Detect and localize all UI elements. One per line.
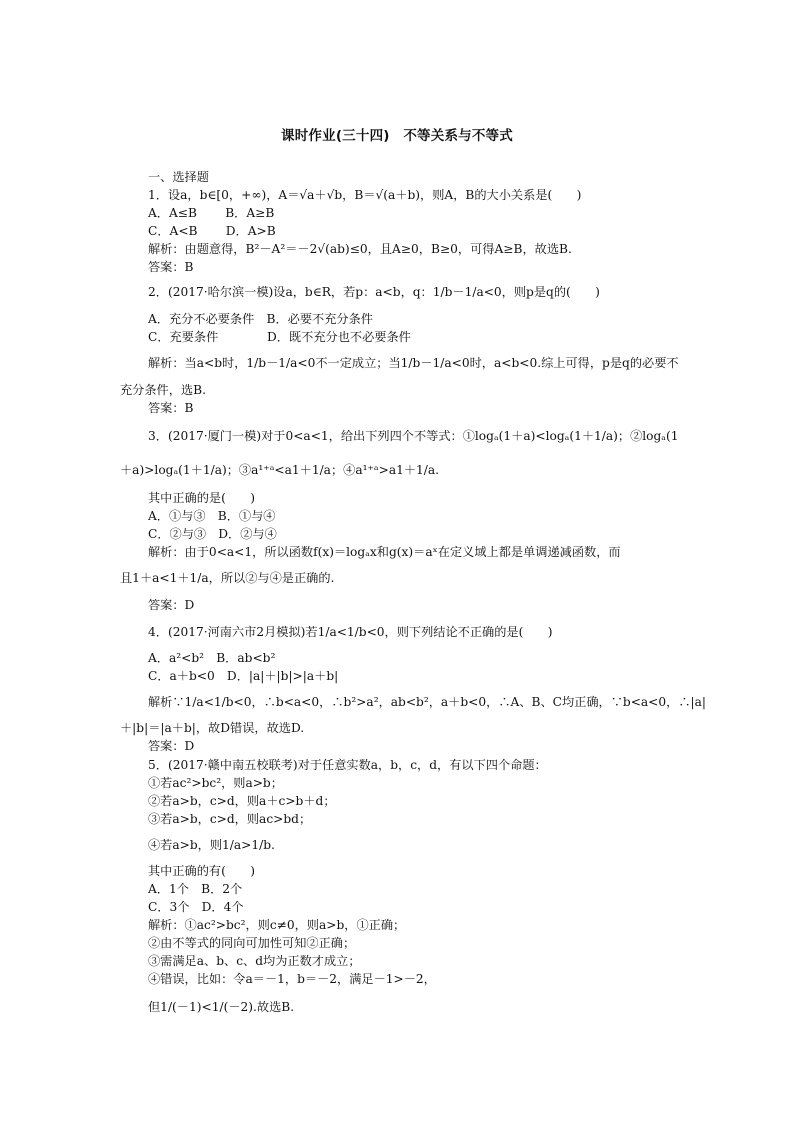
q5-analysis-1: 解析：①ac²>bc²，则c≠0，则a>b，①正确；	[148, 918, 406, 932]
page-title: 课时作业(三十四) 不等关系与不等式	[281, 128, 513, 144]
q4-options-ab: A．a²<b² B．ab<b²	[148, 651, 276, 665]
q5-options-cd: C．3个 D．4个	[148, 900, 244, 914]
q3-answer: 答案：D	[148, 598, 195, 612]
q1-answer: 答案：B	[148, 260, 194, 274]
q2-options-ab: A．充分不必要条件 B．必要不充分条件	[148, 312, 373, 326]
q2-options-cd: C．充要条件 D．既不充分也不必要条件	[148, 330, 411, 344]
q4-analysis-line2: ＋|b|＝|a＋b|，故D错误，故选D.	[120, 721, 305, 735]
q3-analysis-line2: 且1＋a<1＋1/a，所以②与④是正确的.	[120, 571, 335, 585]
section-heading: 一、选择题	[148, 170, 209, 184]
question-2: 2．(2017·哈尔滨一模)设a，b∈R，若p：a<b，q：1/b－1/a<0，则p是q的( )	[148, 285, 600, 299]
q3-analysis-line1: 解析：由于0<a<1，所以函数f(x)＝logₐx和g(x)＝aˣ在定义域上都是单调递减函数，而	[148, 545, 621, 559]
question-5: 5．(2017·赣中南五校联考)对于任意实数a，b，c，d，有以下四个命题：	[148, 758, 547, 772]
question-4: 4．(2017·河南六市2月模拟)若1/a<1/b<0，则下列结论不正确的是( )	[148, 625, 553, 639]
q5-analysis-2: ②由不等式的同向可加性可知②正确；	[148, 936, 356, 950]
q2-analysis-line2: 充分条件，选B.	[120, 383, 206, 397]
q1-options-cd: C．A<B D．A>B	[148, 224, 276, 238]
q5-analysis-4: ④错误，比如：令a＝－1，b＝－2，满足－1>－2，	[148, 972, 436, 986]
question-3-line2: ＋a)>logₐ(1＋1/a)；③a¹⁺ᵃ<a1＋1/a；④a¹⁺ᵃ>a1＋1/a.	[120, 463, 440, 477]
question-3-line1: 3．(2017·厦门一模)对于0<a<1，给出下列四个不等式：①logₐ(1＋a)<logₐ(1＋1/a)；②logₐ(1	[148, 429, 679, 443]
q5-analysis-3: ③需满足a、b、c、d均为正数才成立；	[148, 954, 361, 968]
q5-statement-4: ④若a>b，则1/a>1/b.	[148, 838, 275, 852]
q2-analysis-line1: 解析：当a<b时，1/b－1/a<0不一定成立；当1/b－1/a<0时，a<b<0.综上可得，p是q的必要不	[148, 356, 679, 370]
q3-options-cd: C．②与③ D．②与④	[148, 527, 277, 541]
q5-prompt: 其中正确的有( )	[148, 864, 256, 878]
q3-options-ab: A．①与③ B．①与④	[148, 509, 276, 523]
q5-options-ab: A．1个 B．2个	[148, 882, 243, 896]
q4-options-cd: C．a＋b<0 D．|a|＋|b|>|a＋b|	[148, 669, 339, 683]
q5-statement-2: ②若a>b，c>d，则a＋c>b＋d；	[148, 794, 336, 808]
q4-answer: 答案：D	[148, 739, 195, 753]
q5-statement-3: ③若a>b，c>d，则ac>bd；	[148, 812, 312, 826]
q5-statement-1: ①若ac²>bc²，则a>b；	[148, 776, 283, 790]
q1-analysis: 解析：由题意得，B²－A²＝－2√(ab)≤0，且A≥0，B≥0，可得A≥B，故选B.	[148, 242, 572, 256]
q2-answer: 答案：B	[148, 401, 194, 415]
q3-prompt: 其中正确的是( )	[148, 491, 256, 505]
question-1: 1．设a，b∈[0，+∞)，A＝√a＋√b，B＝√(a＋b)，则A，B的大小关系是( )	[148, 188, 582, 202]
q1-options-ab: A．A≤B B．A≥B	[148, 206, 275, 220]
q5-analysis-5: 但1/(－1)<1/(－2).故选B.	[148, 1000, 295, 1014]
q4-analysis-line1: 解析∵1/a<1/b<0，∴b<a<0，∴b²>a²，ab<b²，a＋b<0，∴A、B、C均正确，∵b<a<0，∴|a|	[148, 695, 707, 709]
